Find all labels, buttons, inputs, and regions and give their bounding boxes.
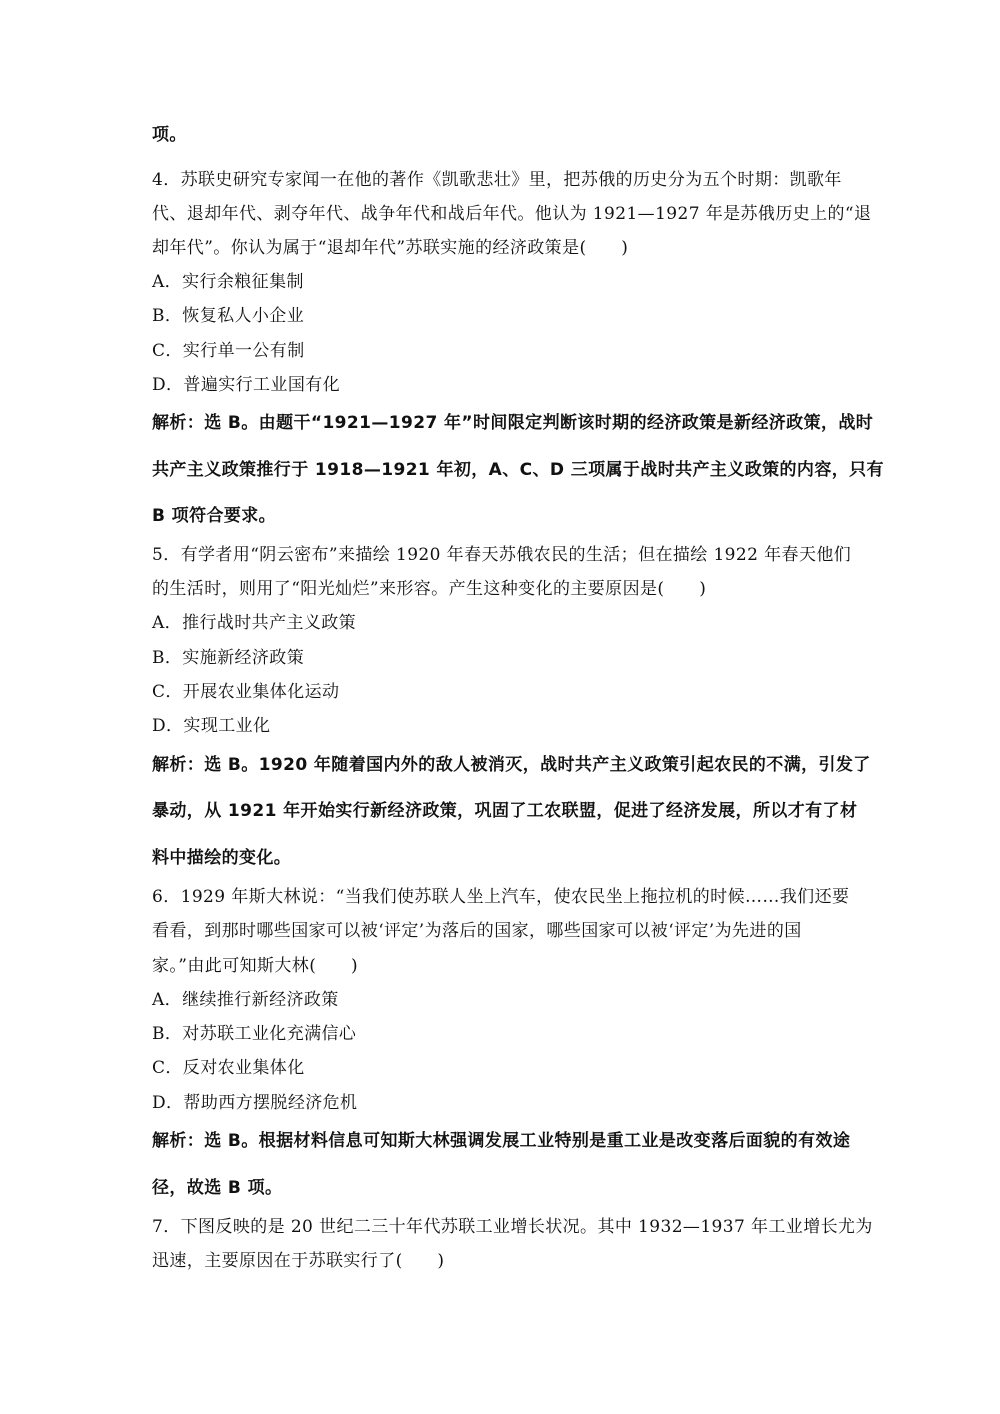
q4-analysis-line-3: B 项符合要求。 xyxy=(152,506,277,526)
q4-option-d: D．普遍实行工业国有化 xyxy=(152,375,341,395)
q3-analysis-continuation: 项。 xyxy=(152,125,187,145)
q5-option-c: C．开展农业集体化运动 xyxy=(152,682,340,702)
q4-stem-line-2: 代、退却年代、剥夺年代、战争年代和战后年代。他认为 1921—1927 年是苏俄历史上的“退 xyxy=(152,204,872,224)
q5-stem-line-2: 的生活时，则用了“阳光灿烂”来形容。产生这种变化的主要原因是( ) xyxy=(152,579,707,599)
q4-analysis-line-2: 共产主义政策推行于 1918—1921 年初，A、C、D 三项属于战时共产主义政策的内容，只有 xyxy=(152,460,884,480)
q7-stem-line-1: 7．下图反映的是 20 世纪二三十年代苏联工业增长状况。其中 1932—1937 年工业增长尤为 xyxy=(152,1217,873,1237)
q4-analysis-line-1: 解析：选 B。由题干“1921—1927 年”时间限定判断该时期的经济政策是新经济政策，战时 xyxy=(152,413,874,433)
q6-analysis-line-2: 径，故选 B 项。 xyxy=(152,1178,283,1198)
q5-analysis-line-2: 暴动，从 1921 年开始实行新经济政策，巩固了工农联盟，促进了经济发展，所以才有了材 xyxy=(152,801,858,821)
q6-option-d: D．帮助西方摆脱经济危机 xyxy=(152,1093,358,1113)
q4-option-b: B．恢复私人小企业 xyxy=(152,306,305,326)
q5-option-a: A．推行战时共产主义政策 xyxy=(152,613,357,633)
q6-analysis-line-1: 解析：选 B。根据材料信息可知斯大林强调发展工业特别是重工业是改变落后面貌的有效途 xyxy=(152,1131,851,1151)
q6-option-c: C．反对农业集体化 xyxy=(152,1058,305,1078)
q6-option-a: A．继续推行新经济政策 xyxy=(152,990,339,1010)
q4-stem-line-1: 4．苏联史研究专家闻一在他的著作《凯歌悲壮》里，把苏俄的历史分为五个时期：凯歌年 xyxy=(152,170,842,190)
q4-option-c: C．实行单一公有制 xyxy=(152,341,305,361)
q6-option-b: B．对苏联工业化充满信心 xyxy=(152,1024,357,1044)
q6-stem-line-1: 6．1929 年斯大林说：“当我们使苏联人坐上汽车，使农民坐上拖拉机的时候……我们还要 xyxy=(152,887,850,907)
q4-option-a: A．实行余粮征集制 xyxy=(152,272,304,292)
q5-analysis-line-1: 解析：选 B。1920 年随着国内外的敌人被消灭，战时共产主义政策引起农民的不满，引发了 xyxy=(152,755,871,775)
q5-stem-line-1: 5．有学者用“阴云密布”来描绘 1920 年春天苏俄农民的生活；但在描绘 1922 年春天他们 xyxy=(152,545,852,565)
q5-analysis-line-3: 料中描绘的变化。 xyxy=(152,848,292,868)
q6-stem-line-3: 家。”由此可知斯大林( ) xyxy=(152,956,359,976)
q5-option-b: B．实施新经济政策 xyxy=(152,648,305,668)
q6-stem-line-2: 看看，到那时哪些国家可以被‘评定’为落后的国家，哪些国家可以被‘评定’为先进的国 xyxy=(152,921,802,941)
q4-stem-line-3: 却年代”。你认为属于“退却年代”苏联实施的经济政策是( ) xyxy=(152,238,629,258)
q7-stem-line-2: 迅速，主要原因在于苏联实行了( ) xyxy=(152,1251,445,1271)
q5-option-d: D．实现工业化 xyxy=(152,716,271,736)
